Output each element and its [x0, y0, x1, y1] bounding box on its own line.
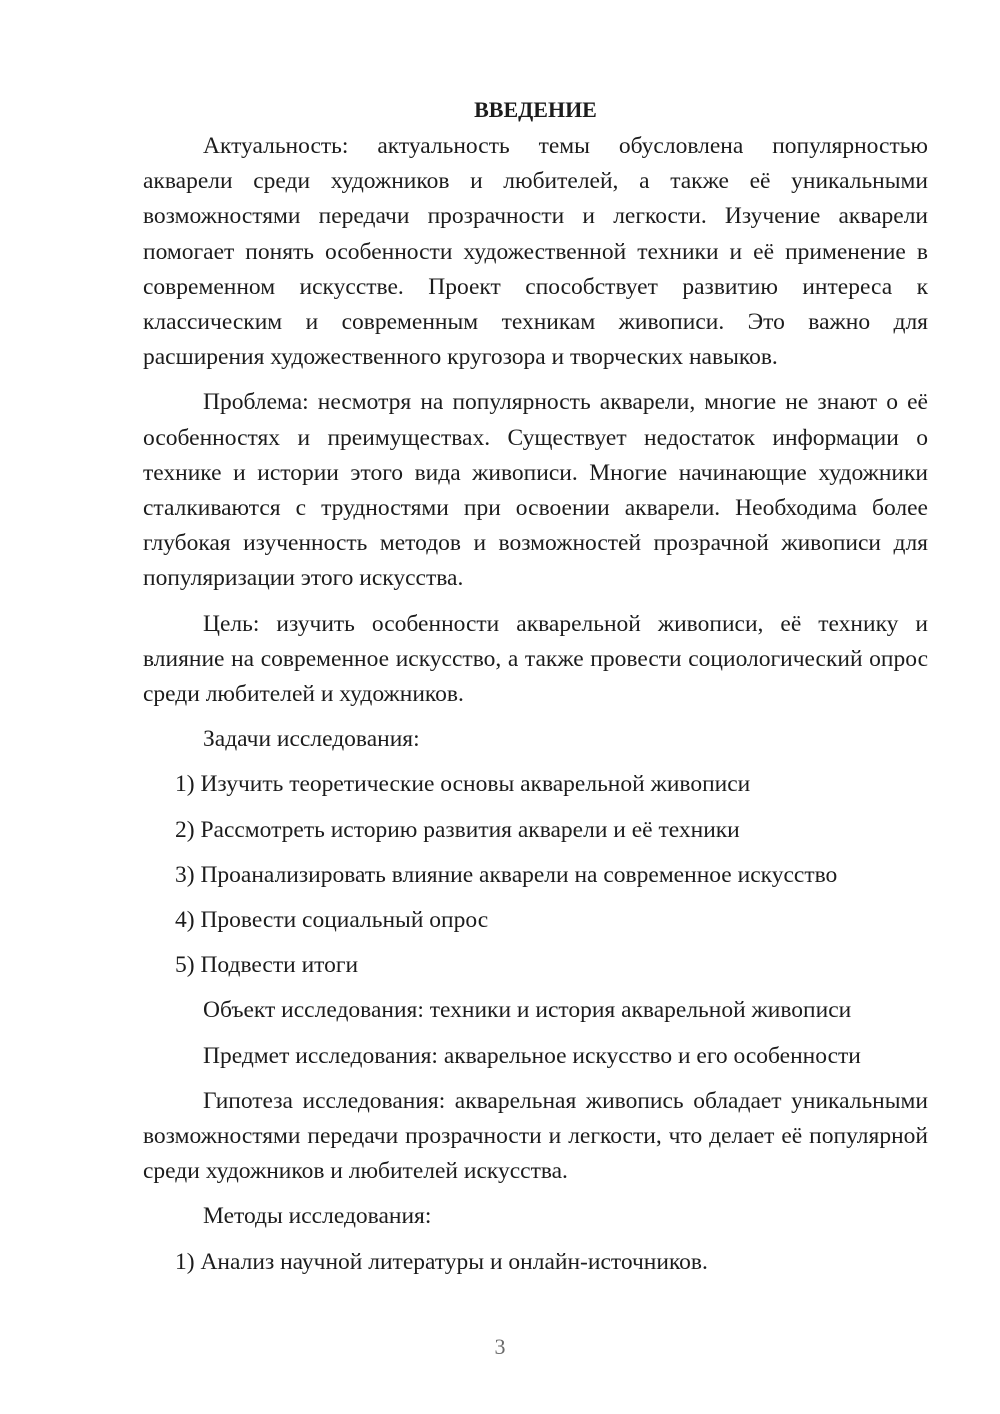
goal-paragraph: Цель: изучить особенности акварельной живописи, её технику и влияние на современное искусство, а также провести социологический опрос среди любителей и художников. — [143, 610, 928, 708]
research-subject: Предмет исследования: акварельное искусство и его особенности — [203, 1042, 861, 1069]
relevance-paragraph: Актуальность: актуальность темы обусловлена популярностью акварели среди художников и любителей, а также её уникальными возможностями передачи прозрачности и легкости. Изучение акварели помогает понять особенности художественной техники и её применение в современном искусстве. Проект способствует развитию интереса к классическим и современным техникам живописи. Это важно для расширения художественного кругозора и творческих навыков. — [143, 133, 928, 371]
tasks-heading: Задачи исследования: — [203, 726, 420, 753]
page-number: 3 — [494, 1334, 506, 1359]
document-page — [143, 92, 928, 1290]
task-item: 5) Подвести итоги — [175, 952, 359, 979]
page-title: ВВЕДЕНИЕ — [474, 97, 597, 122]
method-item: 1) Анализ научной литературы и онлайн-источников. — [175, 1248, 708, 1275]
research-object: Объект исследования: техники и история акварельной живописи — [203, 997, 852, 1024]
methods-heading: Методы исследования: — [203, 1203, 432, 1230]
problem-paragraph: Проблема: несмотря на популярность акварели, многие не знают о её особенностях и преимуществах. Существует недостаток информации о технике и истории этого вида живописи. Многие начинающие художники сталкиваются с трудностями при освоении акварели. Необходима более глубокая изученность методов и возможностей прозрачной живописи для популяризации этого искусства. — [143, 389, 928, 592]
task-item: 1) Изучить теоретические основы акварельной живописи — [175, 771, 751, 798]
task-item: 2) Рассмотреть историю развития акварели и её техники — [175, 816, 740, 843]
hypothesis-paragraph: Гипотеза исследования: акварельная живопись обладает уникальными возможностями передачи прозрачности и легкости, что делает её популярной среди художников и любителей искусства. — [143, 1087, 928, 1185]
task-item: 4) Провести социальный опрос — [175, 907, 489, 934]
task-item: 3) Проанализировать влияние акварели на современное искусство — [175, 861, 838, 888]
